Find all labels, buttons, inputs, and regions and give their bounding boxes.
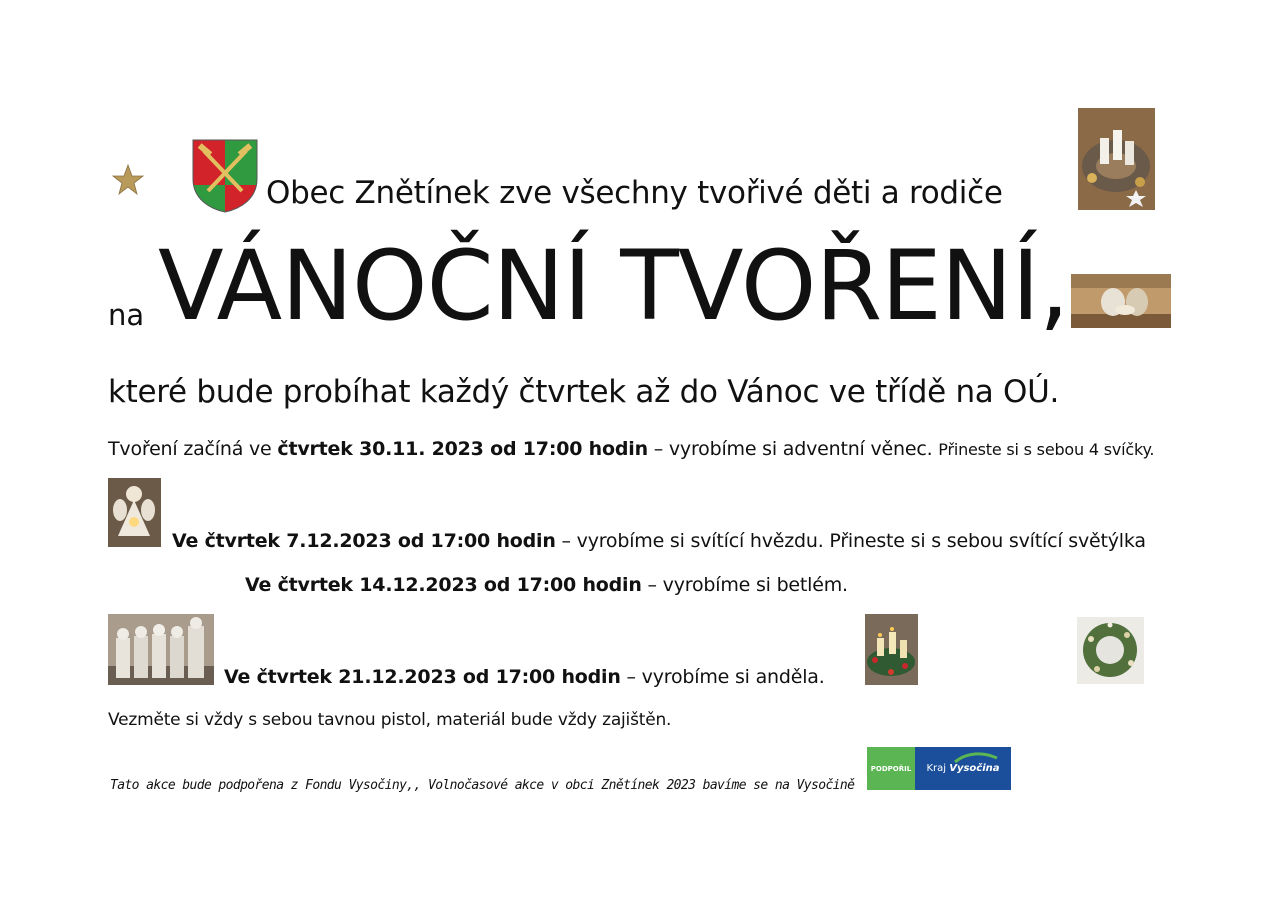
session-activity: – vyrobíme si anděla.	[620, 666, 825, 688]
green-wreath-photo	[1077, 617, 1144, 684]
title-prefix: na	[108, 298, 145, 332]
session-line-2	[172, 530, 1146, 552]
nativity-photo	[1071, 274, 1171, 328]
kraj-vysocina-logo	[867, 747, 1011, 790]
session-activity: – vyrobíme si betlém.	[641, 574, 848, 596]
invitation-line: Obec Znětínek zve všechny tvořivé děti a rodiče	[266, 175, 1003, 211]
session-line-3	[245, 574, 848, 596]
subtitle: které bude probíhat každý čtvrtek až do Vánoc ve třídě na OÚ.	[108, 374, 1060, 410]
sponsor-brand-block	[915, 747, 1011, 790]
session-line-4	[224, 666, 825, 688]
closing-note: Vezměte si vždy s sebou tavnou pistol, materiál bude vždy zajištěn.	[108, 710, 672, 730]
main-title: VÁNOČNÍ TVOŘENÍ,	[158, 230, 1069, 342]
session-line-1	[108, 438, 1154, 460]
sponsor-name: Kraj Vysočina	[926, 763, 1000, 774]
session-activity: – vyrobíme si svítící hvězdu. Přineste si s sebou svítící světýlka	[555, 530, 1146, 552]
session-date: čtvrtek 30.11. 2023 od 17:00 hodin	[277, 438, 648, 460]
swoosh-icon	[953, 752, 999, 764]
session-lead: Tvoření začíná ve	[108, 438, 272, 460]
advent-wreath-photo	[1078, 108, 1155, 210]
coat-of-arms	[192, 139, 258, 213]
footer-note: Tato akce bude podpořena z Fondu Vysočiny,, Volnočasové akce v obci Znětínek 2023 bavíme se na Vysočině	[110, 778, 855, 793]
session-date: Ve čtvrtek 7.12.2023 od 17:00 hodin	[172, 530, 556, 552]
session-activity: – vyrobíme si adventní věnec.	[647, 438, 933, 460]
session-date: Ve čtvrtek 21.12.2023 od 17:00 hodin	[224, 666, 621, 688]
session-date: Ve čtvrtek 14.12.2023 od 17:00 hodin	[245, 574, 642, 596]
candle-wreath-photo	[865, 614, 918, 685]
star-icon	[111, 163, 145, 197]
angel-light-photo	[108, 478, 161, 547]
angels-row-photo	[108, 614, 214, 685]
session-note: Přineste si s sebou 4 svíčky.	[938, 440, 1155, 459]
sponsor-badge: PODPOŘIL	[867, 747, 915, 790]
